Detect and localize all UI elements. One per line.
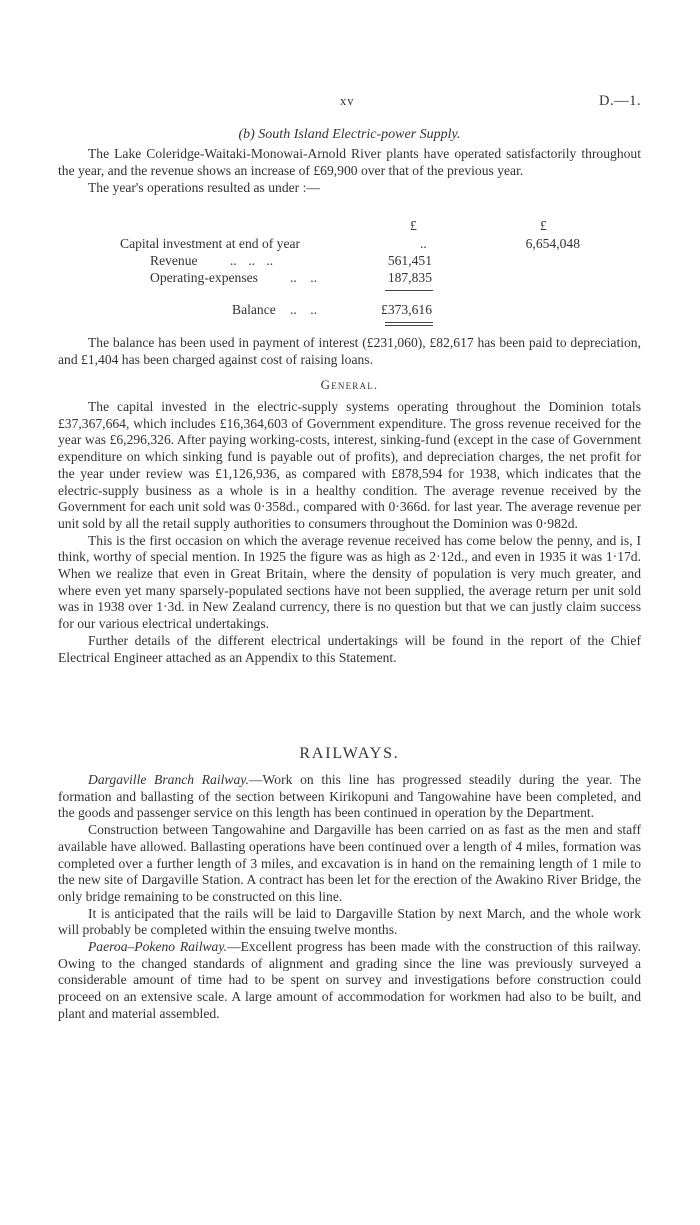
subtotal-rule	[385, 290, 433, 291]
balance-dots: .. ..	[290, 302, 317, 317]
railways-paragraph-3: It is anticipated that the rails will be laid to Dargaville Station by next March, and the whole work will probably be completed within the ensuing twelve months.	[58, 905, 641, 938]
general-section	[58, 377, 641, 666]
dargaville-branch-body: —Work on this line has progressed steadily during the year. The formation and ballasting of the section between Kirikopuni and Tangowahine have been completed, and the goods and passenger service on this length has been continued in operation by the Department.	[58, 772, 642, 821]
document-reference: D.—1.	[599, 93, 641, 109]
railways-section	[58, 745, 641, 1023]
balance-label: Balance	[232, 302, 276, 317]
railways-paragraph-2: Construction between Tangowahine and Dargaville has been carried on as fast as the men and staff available have allowed. Ballasting operations have been continued over a length of 4 miles, formation was completed over a further length of 3 miles, and excavation is in hand on the remaining length of 1 mile to the new site of Dargaville Station. A contract has been let for the erection of the Awakino River Bridge, the only bridge remaining to be constructed on this line.	[58, 822, 641, 904]
operating-expenses-dots: .. ..	[290, 270, 317, 285]
dargaville-branch-title: Dargaville Branch Railway.	[88, 772, 249, 787]
paeroa-pokeno-body: —Excellent progress has been made with the construction of this railway. Owing to the changed standards of alignment and grading since the line was previously surveyed a considerable amount of time had to be spent on survey and investigations before construction could proceed on an extensive scale. A large amount of accommodation for workmen had also to be built, and plant and material assembled.	[58, 939, 641, 1021]
paeroa-pokeno-title: Paeroa–Pokeno Railway.	[88, 939, 228, 955]
operating-expenses-label: Operating-expenses	[150, 270, 258, 285]
capital-investment-label: Capital investment at end of year	[120, 236, 301, 251]
total-rule-1	[385, 322, 433, 323]
south-island-paragraph-1: The Lake Coleridge-Waitaki-Monowai-Arnold River plants have operated satisfactorily throughout the year, and the revenue shows an increase of £69,900 over that of the previous year.	[58, 146, 641, 178]
capital-dots: ..	[420, 236, 427, 251]
south-island-paragraph-2: The year's operations resulted as under :—	[88, 180, 320, 196]
south-island-section	[58, 126, 641, 197]
railways-paragraph-4	[58, 939, 641, 1023]
revenue-label: Revenue	[150, 253, 198, 268]
general-paragraph-1: The capital invested in the electric-supply systems operating throughout the Dominion totals £37,367,664, which includes £16,364,603 of Government expenditure. The gross revenue received for the year was £6,296,326. After paying working-costs, interest, sinking-fund (except in the case of Government expenditure on which sinking fund is payable out of profits), and depreciation charges, the net profit for the year under review was £1,126,936, as compared with £878,594 for 1938, which indicates that the electric-supply business as a whole is in a healthy condition. The average revenue received by the Government for each unit sold was 0·358d., compared with 0·366d. for last year. The average revenue per unit sold by all the retail supply authorities to consumers throughout the Dominion was 0·982d.	[58, 399, 641, 531]
south-island-summary	[58, 335, 641, 368]
operating-expenses-value: 187,835	[387, 270, 432, 285]
railways-paragraph-1	[58, 772, 641, 822]
page-number: xv	[340, 94, 355, 108]
currency-header-col1: £	[410, 218, 417, 233]
capital-investment-value: 6,654,048	[525, 236, 580, 251]
general-heading: General.	[320, 377, 379, 392]
south-island-paragraph-3: The balance has been used in payment of interest (£231,060), £82,617 has been paid to depreciation, and £1,404 has been charged against cost of raising loans.	[58, 335, 641, 367]
balance-value: £373,616	[381, 302, 432, 317]
revenue-value: 561,451	[387, 253, 432, 268]
currency-header-col2: £	[540, 218, 547, 233]
total-rule-2	[385, 325, 433, 326]
revenue-dots: .. .. ..	[230, 253, 274, 268]
general-paragraph-2: This is the first occasion on which the average revenue received has come below the penny, and is, I think, worthy of special mention. In 1925 the figure was as high as 2·12d., and even in 1935 it was 1·17d. When we realize that even in Great Britain, where the density of population is very much greater, and where even yet many sparsely-populated sections have not been supplied, the average return per unit sold was in 1938 over 1·3d. in New Zealand currency, there is no question but that we can justly claim success for our various electrical undertakings.	[58, 532, 641, 632]
railways-heading: RAILWAYS.	[299, 745, 400, 762]
south-island-heading: (b) South Island Electric-power Supply.	[238, 127, 461, 142]
general-paragraph-3: Further details of the different electrical undertakings will be found in the report of the Chief Electrical Engineer attached as an Appendix to this Statement.	[58, 632, 641, 665]
